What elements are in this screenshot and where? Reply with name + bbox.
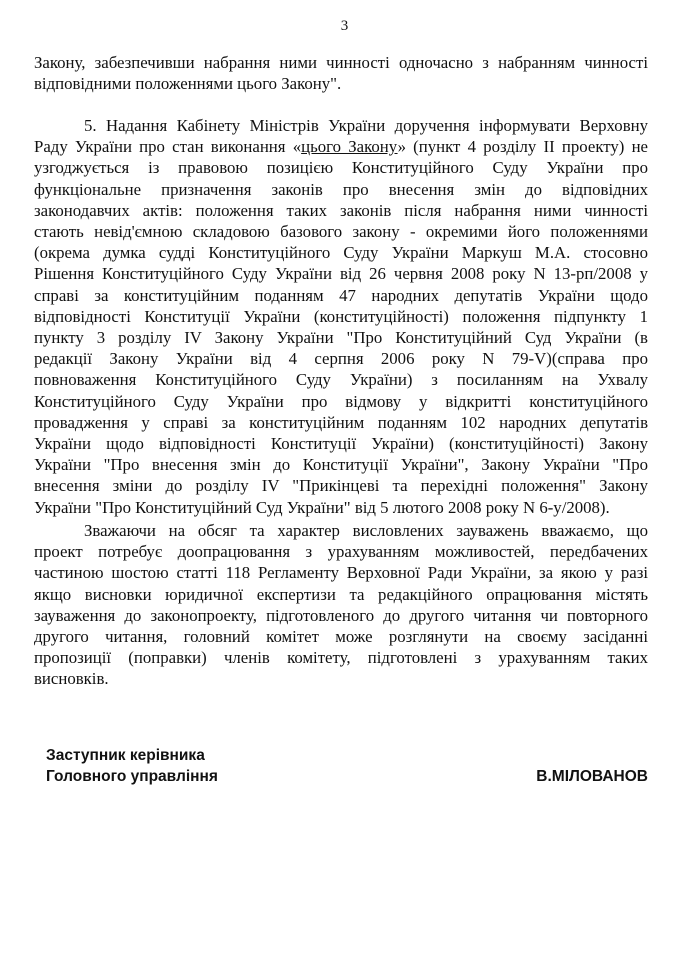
text-line: провадження у справі за конституційним поданням 102 народних депутатів [34,412,648,432]
text-line: стають невід'ємною складовою базового закону - окремими його положеннями [34,222,648,242]
text-line: України "Про Конституційний Суд України" від 5 лютого 2008 року N 6-у/2008). [34,497,610,517]
text-line: справі за конституційним поданням 47 народних депутатів України щодо [34,285,648,305]
text-line: узгоджується із правовою позицією Конституційного Суду України про [34,158,648,178]
text-line: відповідності Конституції України (конституційності) положення підпункту 1 [34,306,648,326]
position-line: Головного управління [46,768,218,785]
text-line: частиною шостою статті 118 Регламенту Верховної Ради України, за якою у разі [34,563,648,583]
text-line: зауваження до законопроекту, підготовленого до другого читання чи повторного [34,605,648,625]
text-line: другого читання, головний комітет може розглянути на своєму засіданні [34,627,648,647]
text-line: України "Про внесення змін до Конституції України", Закону України "Про [34,455,648,475]
text-fragment: » (пункт 4 розділу ІІ проекту) не [397,137,648,157]
text-line: (окрема думка судді Конституційного Суду України Маркуш М.А. стосовно [34,243,648,263]
text-line: Закону, забезпечивши набрання ними чинності одночасно з набранням чинності [34,53,648,72]
paragraph-6 [34,520,648,690]
text-line: проект потребує доопрацювання з урахуванням можливостей, передбачених [34,542,648,562]
text-line: функціональне призначення законів про внесення змін до відповідних [34,179,648,199]
text-line: відповідними положеннями цього Закону". [34,74,342,94]
text-line: пропозиції (поправки) членів комітету, підготовлені з урахуванням таких [34,648,648,668]
text-line: пункту 3 розділу IV Закону України "Про Конституційний Суд України (в [34,328,648,348]
signatory-name: В.МІЛОВАНОВ [536,768,648,785]
text-line: України щодо відповідності Конституції України) (конституційності) Закону [34,434,648,454]
text-line: висновків. [34,669,109,689]
intro-paragraph [34,52,648,94]
text-line: Конституційного Суду України про відмову у відкритті конституційного [34,391,648,411]
underlined-reference: цього Закону [301,137,398,157]
text-line: Зважаючи на обсяг та характер висловлених зауважень вважаємо, що [84,521,648,540]
text-line: законодавчих актів: положення таких законів після набрання ними чинності [34,200,648,220]
text-line: редакції Закону України від 4 серпня 2006 року N 79-V)(справа про [34,349,648,369]
text-line: повноваження Конституційного Суду України) з посиланням на Ухвалу [34,370,648,390]
text-line [34,136,648,157]
signature-block [46,745,650,787]
paragraph-5 [34,115,648,518]
text-fragment: Раду України про стан виконання « [34,137,302,157]
page-number: 3 [340,18,349,34]
text-line: внесення зміни до розділу IV "Прикінцеві та перехідні положення" Закону [34,476,648,496]
text-line: 5. Надання Кабінету Міністрів України доручення інформувати Верховну [84,116,648,135]
text-line: якщо висновки юридичної експертизи та редакційного опрацювання містять [34,584,648,604]
text-line: Рішення Конституційного Суду України від 26 червня 2008 року N 13-рп/2008 у [34,264,648,284]
position-line: Заступник керівника [46,747,205,764]
